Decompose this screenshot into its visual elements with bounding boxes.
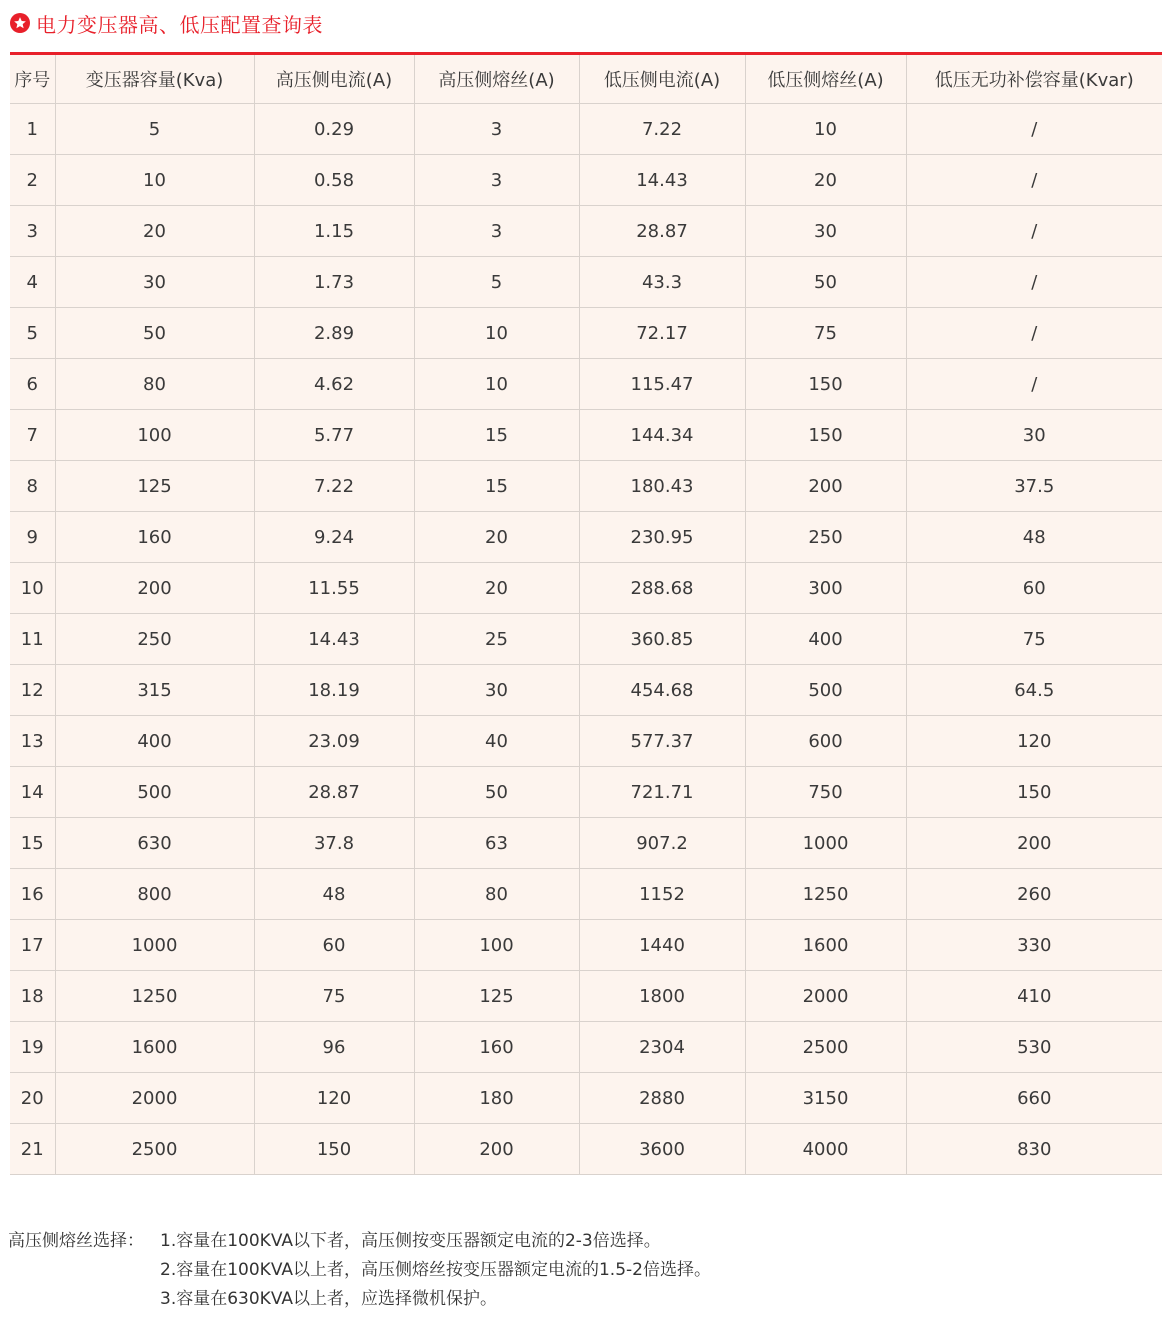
table-cell: 20 bbox=[55, 206, 254, 257]
table-cell: 160 bbox=[55, 512, 254, 563]
table-cell: 2304 bbox=[579, 1022, 745, 1073]
table-cell: 23.09 bbox=[254, 716, 414, 767]
table-cell: 1 bbox=[10, 104, 55, 155]
table-cell: 50 bbox=[745, 257, 906, 308]
table-cell: 0.58 bbox=[254, 155, 414, 206]
title-bar bbox=[10, 8, 323, 38]
table-cell: 2880 bbox=[579, 1073, 745, 1124]
table-cell: 48 bbox=[906, 512, 1162, 563]
table-row bbox=[10, 359, 1162, 410]
table-cell: 150 bbox=[745, 359, 906, 410]
table-cell: 1.15 bbox=[254, 206, 414, 257]
table-cell: 1440 bbox=[579, 920, 745, 971]
table-cell: 1.73 bbox=[254, 257, 414, 308]
table-cell: 20 bbox=[10, 1073, 55, 1124]
table-cell: 250 bbox=[55, 614, 254, 665]
table-row bbox=[10, 1124, 1162, 1175]
table-cell: 3 bbox=[10, 206, 55, 257]
table-cell: 8 bbox=[10, 461, 55, 512]
table-cell: 30 bbox=[745, 206, 906, 257]
table-cell: 200 bbox=[414, 1124, 579, 1175]
table-cell: 10 bbox=[745, 104, 906, 155]
table-cell: 315 bbox=[55, 665, 254, 716]
table-cell: 400 bbox=[55, 716, 254, 767]
table-cell: 120 bbox=[254, 1073, 414, 1124]
table-cell: 120 bbox=[906, 716, 1162, 767]
table-cell: 2.89 bbox=[254, 308, 414, 359]
table-row bbox=[10, 818, 1162, 869]
table-cell: 907.2 bbox=[579, 818, 745, 869]
table-cell: 1000 bbox=[55, 920, 254, 971]
table-cell: 60 bbox=[254, 920, 414, 971]
table-cell: 1250 bbox=[55, 971, 254, 1022]
table-cell: 1600 bbox=[745, 920, 906, 971]
table-row bbox=[10, 410, 1162, 461]
table-cell: 4 bbox=[10, 257, 55, 308]
table-cell: 20 bbox=[745, 155, 906, 206]
table-cell: 14 bbox=[10, 767, 55, 818]
note-item bbox=[8, 1227, 711, 1256]
table-cell: 330 bbox=[906, 920, 1162, 971]
table-cell: 9.24 bbox=[254, 512, 414, 563]
table-cell: 360.85 bbox=[579, 614, 745, 665]
table-cell: 5 bbox=[55, 104, 254, 155]
table-cell: 43.3 bbox=[579, 257, 745, 308]
column-header: 高压侧电流(A) bbox=[254, 55, 414, 104]
table-cell: 16 bbox=[10, 869, 55, 920]
table-body bbox=[10, 104, 1162, 1175]
note-text: 2.容量在100KVA以上者，高压侧熔丝按变压器额定电流的1.5-2倍选择。 bbox=[160, 1260, 711, 1280]
table-cell: 721.71 bbox=[579, 767, 745, 818]
column-header: 低压无功补偿容量(Kvar) bbox=[906, 55, 1162, 104]
table-cell: 1250 bbox=[745, 869, 906, 920]
table-cell: 2000 bbox=[745, 971, 906, 1022]
table-cell: 2000 bbox=[55, 1073, 254, 1124]
table-cell: 60 bbox=[906, 563, 1162, 614]
table-cell: 3150 bbox=[745, 1073, 906, 1124]
table-row bbox=[10, 1022, 1162, 1073]
table-cell: 200 bbox=[55, 563, 254, 614]
note-item bbox=[8, 1285, 711, 1314]
table-cell: 5 bbox=[10, 308, 55, 359]
table-cell: 4.62 bbox=[254, 359, 414, 410]
table-cell: 577.37 bbox=[579, 716, 745, 767]
table-cell: 300 bbox=[745, 563, 906, 614]
table-row bbox=[10, 971, 1162, 1022]
table-cell: 180.43 bbox=[579, 461, 745, 512]
table-cell: 11.55 bbox=[254, 563, 414, 614]
table-cell: 160 bbox=[414, 1022, 579, 1073]
table-row bbox=[10, 716, 1162, 767]
table-cell: 64.5 bbox=[906, 665, 1162, 716]
table-cell: / bbox=[906, 206, 1162, 257]
table-cell: 200 bbox=[745, 461, 906, 512]
table-cell: 144.34 bbox=[579, 410, 745, 461]
table-cell: 18 bbox=[10, 971, 55, 1022]
table-cell: 1800 bbox=[579, 971, 745, 1022]
table-cell: 1152 bbox=[579, 869, 745, 920]
note-text: 3.容量在630KVA以上者，应选择微机保护。 bbox=[160, 1289, 497, 1309]
note-text: 1.容量在100KVA以下者，高压侧按变压器额定电流的2-3倍选择。 bbox=[160, 1231, 661, 1251]
table-cell: 12 bbox=[10, 665, 55, 716]
column-header: 低压侧电流(A) bbox=[579, 55, 745, 104]
table-cell: 180 bbox=[414, 1073, 579, 1124]
table-cell: 37.8 bbox=[254, 818, 414, 869]
table-row bbox=[10, 155, 1162, 206]
table-cell: 75 bbox=[254, 971, 414, 1022]
table-cell: 660 bbox=[906, 1073, 1162, 1124]
table-row bbox=[10, 920, 1162, 971]
table-cell: 260 bbox=[906, 869, 1162, 920]
table-row bbox=[10, 1073, 1162, 1124]
table-cell: 2 bbox=[10, 155, 55, 206]
table-cell: 200 bbox=[906, 818, 1162, 869]
table-row bbox=[10, 461, 1162, 512]
table-cell: 2500 bbox=[745, 1022, 906, 1073]
table-cell: 20 bbox=[414, 563, 579, 614]
table-cell: 10 bbox=[414, 359, 579, 410]
table-cell: 30 bbox=[414, 665, 579, 716]
table-cell: 4000 bbox=[745, 1124, 906, 1175]
table-cell: 72.17 bbox=[579, 308, 745, 359]
table-cell: 115.47 bbox=[579, 359, 745, 410]
table-cell: 10 bbox=[10, 563, 55, 614]
table-cell: 7.22 bbox=[579, 104, 745, 155]
table-cell: 530 bbox=[906, 1022, 1162, 1073]
table-header-row bbox=[10, 55, 1162, 104]
table-cell: 50 bbox=[55, 308, 254, 359]
table-cell: 5.77 bbox=[254, 410, 414, 461]
table-cell: 14.43 bbox=[254, 614, 414, 665]
star-circle-icon bbox=[10, 13, 30, 33]
table-cell: 75 bbox=[906, 614, 1162, 665]
table-cell: 15 bbox=[414, 461, 579, 512]
table-cell: 1000 bbox=[745, 818, 906, 869]
table-cell: 19 bbox=[10, 1022, 55, 1073]
page-title: 电力变压器高、低压配置查询表 bbox=[36, 12, 323, 37]
notes-section bbox=[8, 1227, 711, 1314]
table-cell: / bbox=[906, 308, 1162, 359]
table-cell: 100 bbox=[55, 410, 254, 461]
table-row bbox=[10, 104, 1162, 155]
table-cell: 3600 bbox=[579, 1124, 745, 1175]
table-cell: 125 bbox=[414, 971, 579, 1022]
table-row bbox=[10, 665, 1162, 716]
table-cell: 230.95 bbox=[579, 512, 745, 563]
table-cell: 20 bbox=[414, 512, 579, 563]
table-row bbox=[10, 206, 1162, 257]
table-cell: 9 bbox=[10, 512, 55, 563]
table-cell: 3 bbox=[414, 104, 579, 155]
column-header: 变压器容量(Kva) bbox=[55, 55, 254, 104]
table-cell: 830 bbox=[906, 1124, 1162, 1175]
table-row bbox=[10, 563, 1162, 614]
table-cell: 13 bbox=[10, 716, 55, 767]
table-cell: 500 bbox=[745, 665, 906, 716]
table-cell: 2500 bbox=[55, 1124, 254, 1175]
table-cell: 75 bbox=[745, 308, 906, 359]
table-cell: 7.22 bbox=[254, 461, 414, 512]
table-cell: / bbox=[906, 104, 1162, 155]
table-cell: 454.68 bbox=[579, 665, 745, 716]
table-cell: 30 bbox=[55, 257, 254, 308]
table-cell: 500 bbox=[55, 767, 254, 818]
table-cell: 10 bbox=[414, 308, 579, 359]
table-cell: 28.87 bbox=[254, 767, 414, 818]
table-cell: 25 bbox=[414, 614, 579, 665]
table-cell: 48 bbox=[254, 869, 414, 920]
table-cell: 18.19 bbox=[254, 665, 414, 716]
table-cell: 0.29 bbox=[254, 104, 414, 155]
table-cell: 40 bbox=[414, 716, 579, 767]
table-cell: 100 bbox=[414, 920, 579, 971]
table-cell: 21 bbox=[10, 1124, 55, 1175]
table-cell: 3 bbox=[414, 155, 579, 206]
table-cell: 30 bbox=[906, 410, 1162, 461]
table-row bbox=[10, 869, 1162, 920]
note-item bbox=[8, 1256, 711, 1285]
table-cell: 150 bbox=[745, 410, 906, 461]
table-cell: 400 bbox=[745, 614, 906, 665]
column-header: 低压侧熔丝(A) bbox=[745, 55, 906, 104]
table-row bbox=[10, 257, 1162, 308]
table-cell: 288.68 bbox=[579, 563, 745, 614]
table-cell: / bbox=[906, 359, 1162, 410]
table-cell: 125 bbox=[55, 461, 254, 512]
table-cell: 750 bbox=[745, 767, 906, 818]
table-cell: 80 bbox=[414, 869, 579, 920]
table-cell: 63 bbox=[414, 818, 579, 869]
table-cell: 630 bbox=[55, 818, 254, 869]
table-row bbox=[10, 308, 1162, 359]
table-cell: 7 bbox=[10, 410, 55, 461]
table-row bbox=[10, 614, 1162, 665]
table-cell: 150 bbox=[906, 767, 1162, 818]
table-cell: 150 bbox=[254, 1124, 414, 1175]
table-cell: 800 bbox=[55, 869, 254, 920]
table-cell: 28.87 bbox=[579, 206, 745, 257]
table-cell: 80 bbox=[55, 359, 254, 410]
table-cell: 1600 bbox=[55, 1022, 254, 1073]
table-cell: 17 bbox=[10, 920, 55, 971]
table-cell: 10 bbox=[55, 155, 254, 206]
table-cell: 14.43 bbox=[579, 155, 745, 206]
table-row bbox=[10, 512, 1162, 563]
transformer-config-table bbox=[10, 55, 1162, 1175]
table-cell: 600 bbox=[745, 716, 906, 767]
table-cell: / bbox=[906, 155, 1162, 206]
table-cell: 96 bbox=[254, 1022, 414, 1073]
table-cell: 6 bbox=[10, 359, 55, 410]
table-row bbox=[10, 767, 1162, 818]
column-header: 高压侧熔丝(A) bbox=[414, 55, 579, 104]
column-header: 序号 bbox=[10, 55, 55, 104]
table-cell: 15 bbox=[10, 818, 55, 869]
table-cell: 11 bbox=[10, 614, 55, 665]
table-cell: 3 bbox=[414, 206, 579, 257]
table-cell: 410 bbox=[906, 971, 1162, 1022]
table-cell: 37.5 bbox=[906, 461, 1162, 512]
notes-label: 高压侧熔丝选择： bbox=[8, 1231, 144, 1251]
table-cell: 15 bbox=[414, 410, 579, 461]
table-cell: 5 bbox=[414, 257, 579, 308]
table-cell: 50 bbox=[414, 767, 579, 818]
table-cell: / bbox=[906, 257, 1162, 308]
table-cell: 250 bbox=[745, 512, 906, 563]
